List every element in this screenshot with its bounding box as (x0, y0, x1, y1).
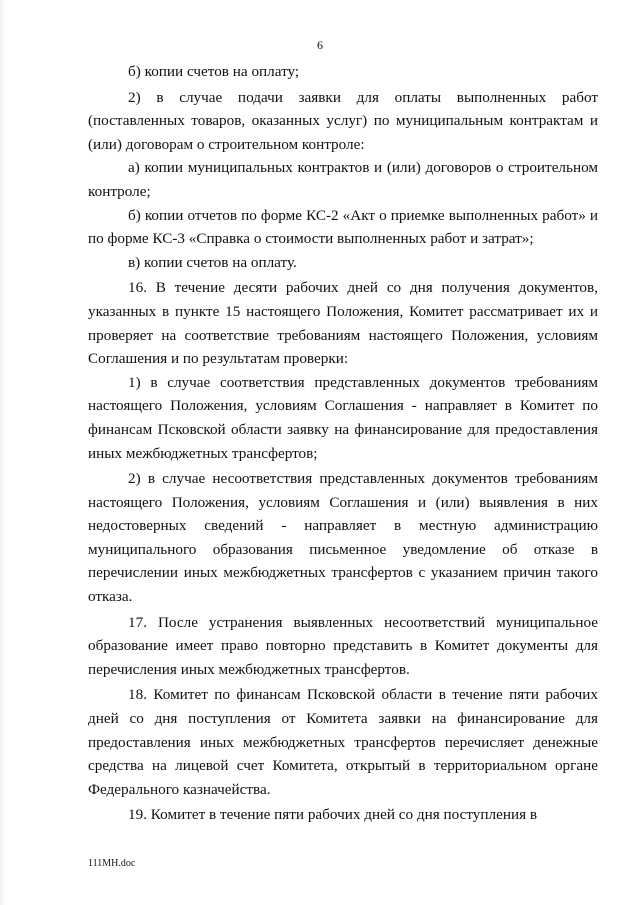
paragraph-16-1-compliance: 1) в случае соответствия представленных документов требованиям настоящего Положения, условиям Соглашения - направляет в Комитет по финансам Псковской области заявку на финансирование для предоставления иных межбюджетных трансфертов; (88, 373, 598, 462)
page-number: 6 (317, 38, 323, 52)
document-body (88, 60, 598, 827)
footer-filename: 111MH.doc (88, 858, 136, 869)
paragraph-a-contract-copies: а) копии муниципальных контрактов и (или) договоров о строительном контроле; (88, 159, 598, 200)
paragraph-b-invoices: б) копии счетов на оплату; (128, 63, 300, 80)
paragraph-18-transfer: 18. Комитет по финансам Псковской области в течение пяти рабочих дней со дня поступления от Комитета заявки на финансирование для предоставления иных межбюджетных трансфертов перечисляет денежные средства на лицевой счет Комитета, открытый в территориальном органе Федерального казначейства. (88, 686, 598, 798)
scan-edge-shadow (0, 0, 6, 905)
paragraph-v-invoices: в) копии счетов на оплату. (128, 253, 297, 271)
paragraph-2-completed-works: 2) в случае подачи заявки для оплаты выполненных работ (поставленных товаров, оказанных услуг) по муниципальным контрактам и (или) договорам о строительном контроле: (88, 88, 598, 153)
paragraph-19-start: 19. Комитет в течение пяти рабочих дней со дня поступления в (128, 806, 538, 824)
paragraph-16-review: 16. В течение десяти рабочих дней со дня получения документов, указанных в пункте 15 настоящего Положения, Комитет рассматривает их и проверяет на соответствие требованиям настоящего Положения, условиям Соглашения и по результатам проверки: (88, 279, 598, 368)
paragraph-b-ks-reports: б) копии отчетов по форме КС-2 «Акт о приемке выполненных работ» и по форме КС-3 «Справка о стоимости выполненных работ и затрат»; (88, 206, 598, 248)
paragraph-16-2-noncompliance: 2) в случае несоответствия представленных документов требованиям настоящего Положения, условиям Соглашения и (или) выявления в них недостоверных сведений - направляет в местную администрацию муниципального образования письменное уведомление об отказе в перечислении иных межбюджетных трансфертов с указанием причин такого отказа. (88, 470, 598, 606)
paragraph-17-resubmission: 17. После устранения выявленных несоответствий муниципальное образование имеет право повторно представить в Комитет документы для перечисления иных межбюджетных трансфертов. (88, 613, 598, 678)
